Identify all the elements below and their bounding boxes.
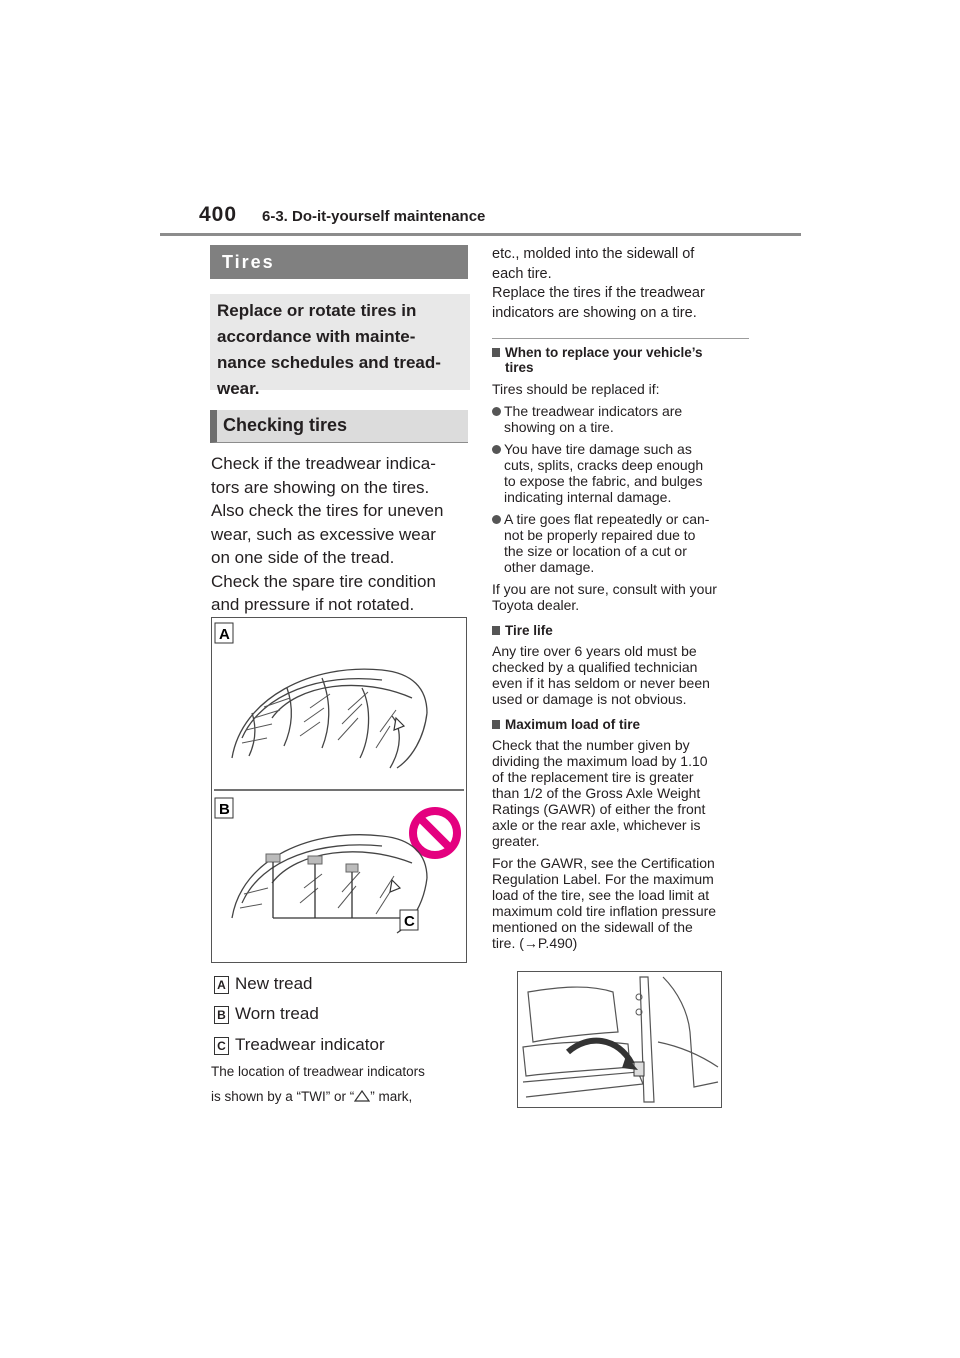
consult-dealer-text <box>492 581 748 613</box>
page-number: 400 <box>199 203 238 226</box>
new-tire-drawing <box>232 669 427 768</box>
body-line: other damage. <box>504 559 595 575</box>
door-trim <box>658 1042 718 1067</box>
legend-text: Worn tread <box>235 1004 319 1023</box>
body-line: Check that the number given by <box>492 737 690 753</box>
heading-text: When to replace your vehicle’s <box>505 345 703 360</box>
label-c: C <box>404 913 415 930</box>
legend-a <box>214 974 312 994</box>
when-to-replace-section <box>492 345 748 951</box>
door-pillar-illustration <box>518 972 721 1107</box>
body-line: cuts, splits, cracks deep enough <box>504 457 704 473</box>
checking-tires-heading: Checking tires <box>210 410 468 443</box>
seat-back <box>528 987 618 1042</box>
body-line: mentioned on the sidewall of the <box>492 919 693 935</box>
square-bullet-icon <box>492 720 500 729</box>
body-line: greater. <box>492 833 540 849</box>
tires-heading: Tires <box>210 245 468 279</box>
header-rule <box>160 233 801 236</box>
body-line: not be properly repaired due to <box>504 527 696 543</box>
maximum-load-heading <box>492 717 748 732</box>
summary-line: Replace or rotate tires in <box>217 301 417 320</box>
body-line: dividing the maximum load by 1.10 <box>492 753 708 769</box>
worn-tread-lines <box>240 872 394 914</box>
body-line: checked by a qualified technician <box>492 659 698 675</box>
legend-text: Treadwear indicator <box>235 1035 385 1054</box>
checking-tires-text <box>211 452 473 617</box>
body-line: Toyota dealer. <box>492 597 580 613</box>
body-line: to expose the fabric, and bulges <box>504 473 703 489</box>
twi-triangle-top <box>394 718 404 730</box>
body-line: For the GAWR, see the Certification <box>492 855 715 871</box>
body-line: tors are showing on the tires. <box>211 477 430 497</box>
gawr-text <box>492 855 748 951</box>
body-line: A tire goes flat repeatedly or can- <box>504 511 710 527</box>
label-b: B <box>219 801 230 818</box>
body-line: Any tire over 6 years old must be <box>492 643 697 659</box>
heading-text: Tire life <box>505 623 553 638</box>
twi-note <box>211 1059 473 1109</box>
summary-line: nance schedules and tread- <box>217 353 441 372</box>
triangle-mark-icon <box>354 1090 370 1102</box>
legend-key: B <box>214 1006 229 1024</box>
summary-box <box>210 294 470 398</box>
heading-text: Maximum load of tire <box>505 717 641 732</box>
body-line <box>492 935 748 951</box>
summary-line: accordance with mainte- <box>217 327 416 346</box>
new-tread-lines <box>242 692 396 748</box>
indicator-callout <box>273 862 400 918</box>
body-line: axle or the rear axle, whichever is <box>492 817 701 833</box>
body-line: the size or location of a cut or <box>504 543 687 559</box>
note-text: is shown by a “TWI” or “ <box>211 1089 355 1104</box>
bullet-item <box>492 403 748 435</box>
body-line: maximum cold tire inflation pressure <box>492 903 717 919</box>
when-to-replace-heading <box>492 345 748 375</box>
bullet-dot-icon <box>492 445 501 454</box>
maximum-load-text <box>492 737 748 849</box>
legend-c <box>214 1035 385 1055</box>
body-line: Ratings (GAWR) of either the front <box>492 801 706 817</box>
door-sill <box>523 1072 643 1097</box>
label-a: A <box>219 626 230 643</box>
body-line: even if it has seldom or never been <box>492 675 710 691</box>
legend-key: A <box>214 976 229 994</box>
body-line: on one side of the tread. <box>211 548 395 567</box>
body-line: Regulation Label. For the maximum <box>492 871 714 887</box>
body-line: Check the spare tire condition <box>211 571 436 591</box>
legend-key: C <box>214 1037 229 1055</box>
body-line: Tires should be replaced if: <box>492 381 660 397</box>
body-line: used or damage is not obvious. <box>492 691 687 707</box>
twi-triangle-bottom <box>390 880 400 892</box>
body-line: etc., molded into the sidewall of <box>492 246 695 262</box>
square-bullet-icon <box>492 348 500 357</box>
body-line: each tire. <box>492 265 552 282</box>
body-line: Replace the tires if the treadwear <box>492 285 705 301</box>
bullet-dot-icon <box>492 407 501 416</box>
body-line: If you are not sure, consult with your <box>492 581 717 597</box>
body-text: ) <box>572 935 578 951</box>
summary-line: wear. <box>217 379 260 398</box>
body-line: showing on a tire. <box>504 419 614 435</box>
page-reference-link[interactable]: P.490 <box>537 935 573 951</box>
legend-text: New tread <box>235 974 313 993</box>
treadwear-figure <box>211 617 467 963</box>
note-text: ” mark, <box>370 1089 413 1104</box>
note-line: The location of treadwear indicators <box>211 1064 425 1079</box>
bullet-dot-icon <box>492 515 501 524</box>
body-line: Check if the treadwear indica- <box>211 454 436 473</box>
door-edge <box>663 977 718 1087</box>
pointer-arrow-icon <box>568 1041 632 1064</box>
body-line: and pressure if not rotated. <box>211 595 415 614</box>
body-line: You have tire damage such as <box>504 441 692 457</box>
tire-life-text <box>492 643 748 707</box>
body-line: of the replacement tire is greater <box>492 769 694 785</box>
tire-life-heading <box>492 623 748 638</box>
body-line: The treadwear indicators are <box>504 403 683 419</box>
body-line: load of the tire, see the load limit at <box>492 887 710 903</box>
arrow-right-icon: → <box>523 935 538 951</box>
body-line: Also check the tires for uneven <box>211 501 444 520</box>
bullet-item <box>492 441 748 505</box>
section-rule <box>492 338 749 339</box>
heading-text: tires <box>505 360 534 375</box>
body-line: than 1/2 of the Gross Axle Weight <box>492 785 701 801</box>
bullet-item <box>492 511 748 575</box>
body-line: wear, such as excessive wear <box>211 524 436 544</box>
continuation-text <box>492 245 748 323</box>
tire-illustration <box>212 618 466 962</box>
square-bullet-icon <box>492 626 500 635</box>
prohibited-icon <box>413 811 457 855</box>
section-title: 6-3. Do-it-yourself maintenance <box>262 208 486 225</box>
note-line <box>211 1084 473 1109</box>
body-line: indicators are showing on a tire. <box>492 304 697 321</box>
legend-b <box>214 1004 319 1024</box>
body-line: indicating internal damage. <box>504 489 672 505</box>
body-text: tire. ( <box>492 935 524 951</box>
door-label-figure <box>517 971 722 1108</box>
